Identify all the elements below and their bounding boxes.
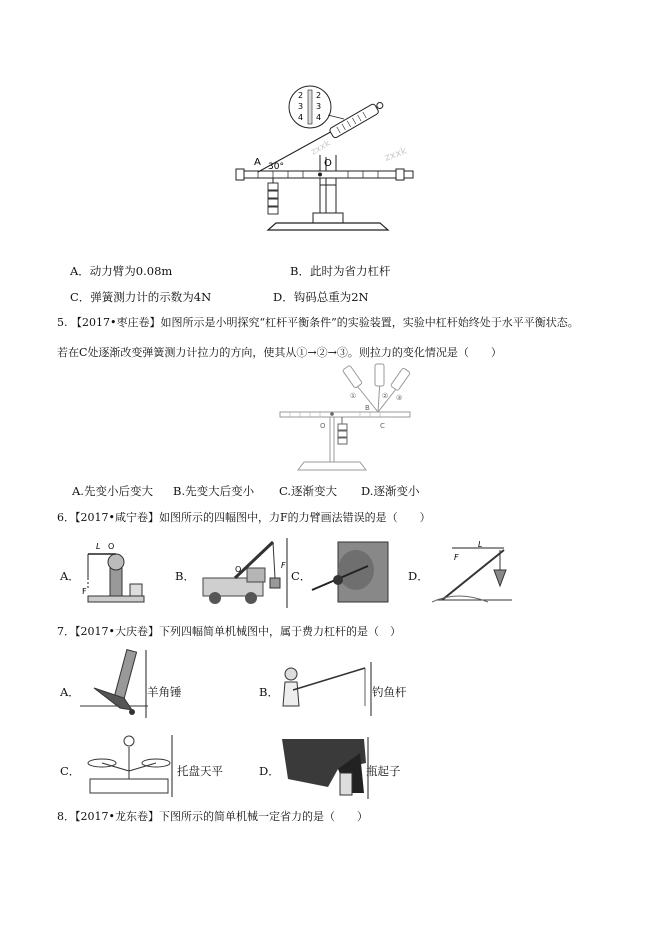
angle-label: 30°: [268, 162, 284, 172]
q4-lever-figure: [228, 85, 428, 250]
hook-weights: [268, 183, 278, 214]
svg-text:O: O: [108, 542, 115, 551]
label-A: A: [254, 157, 261, 168]
q6-option-a: A．: [60, 569, 80, 583]
q6-figure-c: [308, 540, 393, 606]
svg-text:F: F: [281, 561, 286, 570]
svg-text:4: 4: [298, 113, 304, 122]
svg-text:B: B: [365, 404, 370, 412]
svg-text:C: C: [380, 422, 385, 430]
svg-text:③: ③: [396, 394, 403, 402]
q6-stem: 6．【2017•咸宁卷】如图所示的四幅图中，力F的力臂画法错误的是（ ）: [57, 511, 431, 524]
svg-text:②: ②: [382, 392, 389, 400]
q6-option-c: C．: [291, 569, 312, 583]
q6-option-d: D．: [408, 569, 429, 583]
svg-text:3: 3: [316, 102, 322, 111]
svg-text:F: F: [82, 587, 87, 596]
q7-item-b-letter: B．: [259, 685, 279, 699]
q7-stem: 7．【2017•大庆卷】下列四幅简单机械图中，属于费力杠杆的是（ ）: [57, 625, 401, 638]
svg-text:①: ①: [350, 392, 357, 400]
pivot-O: [318, 173, 322, 177]
q5-option-d: D.逐渐变小: [361, 484, 420, 498]
q6-figure-b: [195, 538, 290, 608]
q5-stem-line1: 5. 【2017•枣庄卷】如图所示是小明探究“杠杆平衡条件”的实验装置，实验中杠杆始终处于水平平衡状态。: [57, 316, 579, 329]
q7-item-d-letter: D．: [259, 764, 280, 778]
q4-option-d: D．钩码总重为2N: [273, 290, 369, 304]
q5-stem-line2: 若在C处逐渐改变弹簧测力计拉力的方向，使其从①→②→③。则拉力的变化情况是（ ）: [57, 346, 502, 359]
q6-figure-a: [80, 538, 152, 606]
lever-bar: [243, 171, 413, 178]
q6-figure-d: [428, 540, 520, 606]
svg-text:O: O: [320, 422, 326, 430]
svg-text:O: O: [235, 565, 242, 574]
svg-text:L: L: [96, 542, 101, 551]
q5-option-c: C.逐渐变大: [279, 484, 338, 498]
q7-item-a-letter: A．: [60, 685, 80, 699]
watermark: zxxk: [383, 145, 409, 164]
q5-lever-figure: [270, 362, 420, 474]
q7-item-c-caption: 托盘天平: [177, 764, 223, 778]
q5-option-a: A.先变小后变大: [72, 484, 153, 498]
svg-text:2: 2: [298, 91, 304, 100]
svg-text:4: 4: [316, 113, 322, 122]
q7-item-b-caption: 钓鱼杆: [372, 685, 407, 699]
svg-text:2: 2: [316, 91, 322, 100]
stand-post: [320, 185, 336, 213]
q6-option-b: B．: [175, 569, 195, 583]
spring-scale: [329, 100, 386, 139]
label-O: O: [324, 158, 332, 169]
svg-text:3: 3: [298, 102, 304, 111]
q7-figure-d-bottle-opener: [278, 733, 370, 801]
q4-option-c: C．弹簧测力计的示数为4N: [70, 290, 212, 304]
q7-item-d-caption: 瓶起子: [366, 764, 401, 778]
svg-text:L: L: [478, 540, 483, 549]
q7-figure-a-claw-hammer: [80, 648, 150, 720]
svg-text:F: F: [454, 553, 459, 562]
q5-option-b: B.先变大后变小: [173, 484, 255, 498]
q7-figure-b-fishing-rod: [275, 656, 375, 720]
q4-option-b: B．此时为省力杠杆: [290, 264, 391, 278]
svg-text:zxxk: zxxk: [309, 138, 333, 158]
q7-item-c-letter: C．: [60, 764, 81, 778]
q7-item-a-caption: 羊角锤: [147, 685, 182, 699]
q7-figure-c-balance: [84, 733, 174, 799]
q8-stem: 8．【2017•龙东卷】下图所示的简单机械一定省力的是（ ）: [57, 810, 368, 823]
svg-text:O: O: [314, 577, 321, 586]
q4-option-a: A．动力臂为0.08m: [70, 264, 173, 278]
